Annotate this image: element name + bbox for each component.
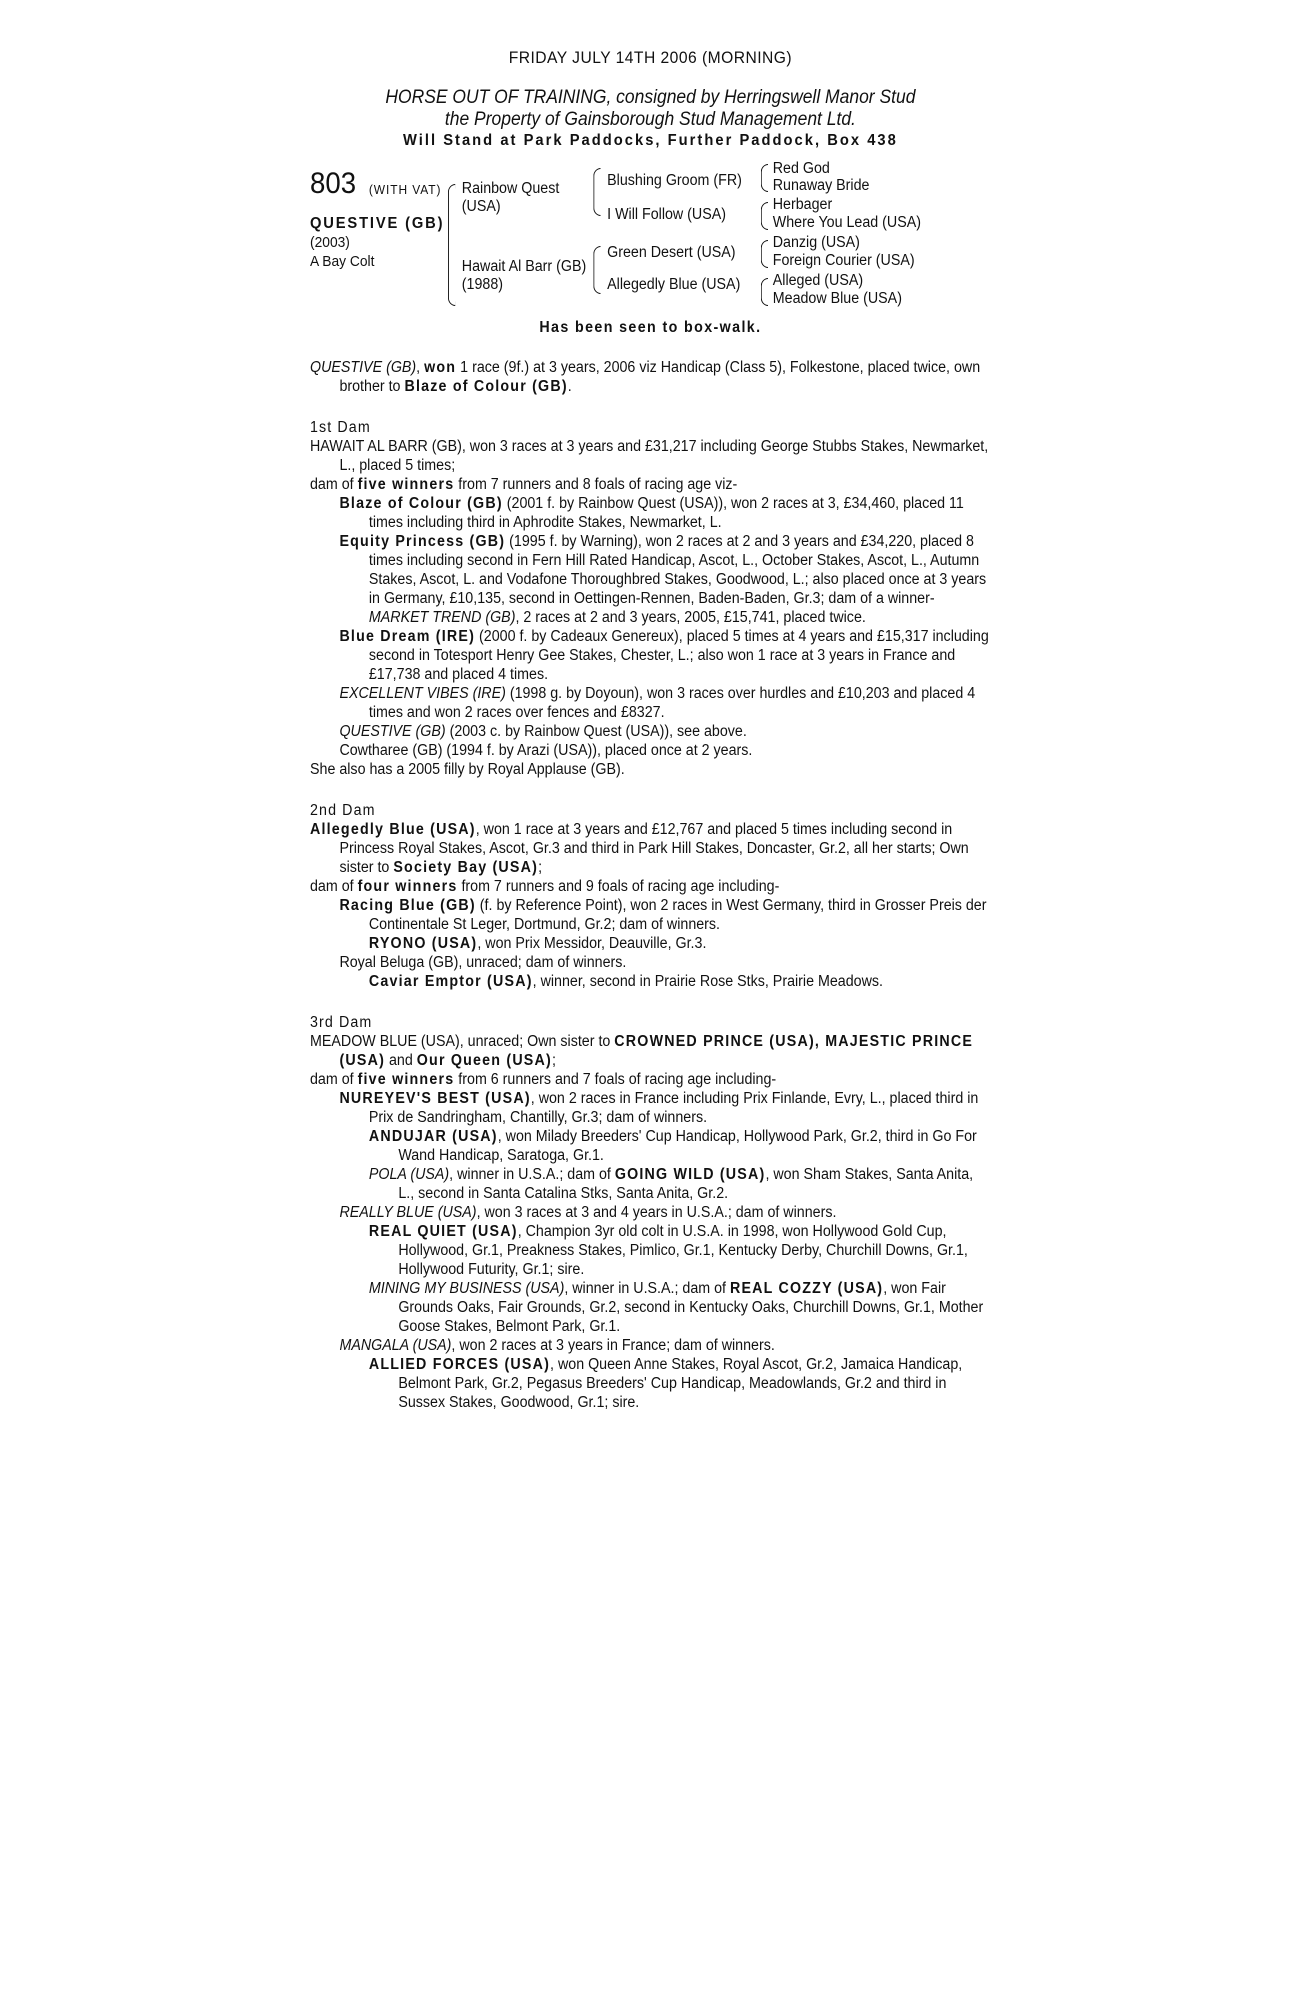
ds-brace <box>761 240 768 268</box>
catalogue-page <box>310 48 990 1412</box>
second-dam-produce: dam of four winners from 7 runners and 9 foals of racing age including- <box>310 878 780 895</box>
dam-line-brace <box>593 246 600 294</box>
produce-entry: NUREYEV'S BEST (USA), won 2 races in France including Prix Finlande, Evry, L., placed third in Prix de Sandringham, Chantilly, Gr.3; dam of winners. <box>339 1090 979 1126</box>
dam: Hawait Al Barr (GB) <box>461 258 587 275</box>
dam-sire: Green Desert (USA) <box>607 244 736 261</box>
produce-entry: Equity Princess (GB) (1995 f. by Warning), won 2 races at 2 and 3 years and £34,220, placed 8 times including second in Fern Hill Rated Handicap, Ascot, L., October Stakes, Ascot, L., Autumn Stakes, Ascot, L. and Vodafone Thoroughbred Stakes, Goodwood, L.; also placed once at 3 years in Germany, £10,135, second in Oettingen-Rennen, Baden-Baden, Gr.3; dam of a winner- <box>339 533 987 607</box>
produce-sub-entry: MARKET TREND (GB), 2 races at 2 and 3 years, 2005, £15,741, placed twice. <box>368 609 866 626</box>
sire-dam: I Will Follow (USA) <box>607 206 726 223</box>
property-line: the Property of Gainsborough Stud Management Ltd. <box>444 109 856 130</box>
produce-entry: Royal Beluga (GB), unraced; dam of winners. <box>339 954 627 971</box>
third-dam-heading: 3rd Dam <box>310 1014 373 1031</box>
produce-sub-entry: ALLIED FORCES (USA), won Queen Anne Stakes, Royal Ascot, Gr.2, Jamaica Handicap, Belmont Park, Gr.2, Pegasus Breeders' Cup Handicap, Meadowlands, Gr.2 and third in Sussex Stakes, Goodwood, Gr.1; sire. <box>368 1356 963 1411</box>
ssd: Runaway Bride <box>772 177 870 194</box>
first-dam-line: HAWAIT AL BARR (GB), won 3 races at 3 years and £31,217 including George Stubbs Stakes, Newmarket, L., placed 5 times; <box>310 438 989 474</box>
sale-date: FRIDAY JULY 14TH 2006 (MORNING) <box>508 48 793 67</box>
produce-entry: Blaze of Colour (GB) (2001 f. by Rainbow Quest (USA)), won 2 races at 3, £34,460, placed 11 times including third in Aphrodite Stakes, Newmarket, L. <box>339 495 964 531</box>
vat-label: (WITH VAT) <box>368 182 442 197</box>
produce-entry: MANGALA (USA), won 2 races at 3 years in France; dam of winners. <box>339 1337 775 1354</box>
horse-name: QUESTIVE (GB) <box>310 215 445 232</box>
third-dam-produce: dam of five winners from 6 runners and 7 foals of racing age including- <box>310 1071 777 1088</box>
second-dam-heading: 2nd Dam <box>310 802 376 819</box>
produce-sub-entry: Caviar Emptor (USA), winner, second in Prairie Rose Stks, Prairie Meadows. <box>368 973 883 990</box>
sd-brace <box>761 202 768 230</box>
stand-location: Will Stand at Park Paddocks, Further Paddock, Box 438 <box>402 132 898 149</box>
horse-description: A Bay Colt <box>310 253 375 270</box>
produce-entry: Cowtharee (GB) (1994 f. by Arazi (USA)), placed once at 2 years. <box>339 742 753 759</box>
sire-sire: Blushing Groom (FR) <box>607 172 742 189</box>
pedigree-brace <box>448 184 455 306</box>
box-walk-note: Has been seen to box-walk. <box>539 319 762 336</box>
sire-country: (USA) <box>461 198 501 215</box>
dds: Alleged (USA) <box>772 272 864 289</box>
second-dam-line: Allegedly Blue (USA), won 1 race at 3 years and £12,767 and placed 5 times including second in Princess Royal Stakes, Ascot, Gr.3 and third in Park Hill Stakes, Doncaster, Gr.2, all her starts; Own sister to Society Bay (USA); <box>310 821 969 876</box>
produce-entry: Racing Blue (GB) (f. by Reference Point), won 2 races in West Germany, third in Grosser Preis der Continentale St Leger, Dortmund, Gr.2; dam of winners. <box>339 897 987 933</box>
produce-sub-entry: POLA (USA), winner in U.S.A.; dam of GOING WILD (USA), won Sham Stakes, Santa Anita, L., second in Santa Catalina Stks, Santa Anita, Gr.2. <box>368 1166 974 1202</box>
lot-number: 803 <box>310 167 357 200</box>
sire-line-brace <box>593 168 600 216</box>
produce-entry: Blue Dream (IRE) (2000 f. by Cadeaux Genereux), placed 5 times at 4 years and £15,317 including second in Totesport Henry Gee Stakes, Chester, L.; also won 1 race at 3 years in France and £17,738 and placed 4 times. <box>339 628 989 683</box>
produce-entry: REALLY BLUE (USA), won 3 races at 3 and 4 years in U.S.A.; dam of winners. <box>339 1204 837 1221</box>
sire: Rainbow Quest <box>461 180 560 197</box>
lot-pedigree-block <box>310 160 991 336</box>
produce-sub-entry: REAL QUIET (USA), Champion 3yr old colt in U.S.A. in 1998, won Hollywood Gold Cup, Hollywood, Gr.1, Preakness Stakes, Pimlico, Gr.1, Kentucky Derby, Churchill Downs, Gr.1, Hollywood Futurity, Gr.1; sire. <box>368 1223 968 1278</box>
consignor-line: HORSE OUT OF TRAINING, consigned by Herringswell Manor Stud <box>385 87 916 108</box>
produce-sub-entry: RYONO (USA), won Prix Messidor, Deauville, Gr.3. <box>368 935 707 952</box>
sdd: Where You Lead (USA) <box>772 214 921 231</box>
horse-year: (2003) <box>310 234 350 251</box>
first-dam-produce: dam of five winners from 7 runners and 8 foals of racing age viz- <box>310 476 738 493</box>
produce-entry: EXCELLENT VIBES (IRE) (1998 g. by Doyoun), won 3 races over hurdles and £10,203 and placed 4 times and won 2 races over fences and £8327. <box>339 685 976 721</box>
produce-sub-entry: MINING MY BUSINESS (USA), winner in U.S.A.; dam of REAL COZZY (USA), won Fair Grounds Oaks, Fair Grounds, Gr.2, second in Kentucky Oaks, Churchill Downs, Gr.1, Mother Goose Stakes, Belmont Park, Gr.1. <box>368 1280 984 1335</box>
dam-dam: Allegedly Blue (USA) <box>607 276 741 293</box>
dsd: Foreign Courier (USA) <box>772 252 915 269</box>
produce-entry: QUESTIVE (GB) (2003 c. by Rainbow Quest (USA)), see above. <box>339 723 747 740</box>
first-dam-note: She also has a 2005 filly by Royal Applause (GB). <box>310 761 625 778</box>
first-dam-heading: 1st Dam <box>310 419 371 436</box>
intro-paragraph: QUESTIVE (GB), won 1 race (9f.) at 3 years, 2006 viz Handicap (Class 5), Folkestone, placed twice, own brother to Blaze of Colour (GB). <box>310 359 981 395</box>
sss: Red God <box>772 160 830 177</box>
dam-year: (1988) <box>461 276 504 293</box>
dd-brace <box>761 278 768 306</box>
dss: Danzig (USA) <box>772 234 860 251</box>
third-dam-line: MEADOW BLUE (USA), unraced; Own sister to CROWNED PRINCE (USA), MAJESTIC PRINCE (USA) and Our Queen (USA); <box>310 1033 974 1069</box>
ddd: Meadow Blue (USA) <box>772 290 902 307</box>
ss-brace <box>761 164 768 192</box>
sds: Herbager <box>772 196 833 213</box>
produce-sub-entry: ANDUJAR (USA), won Milady Breeders' Cup Handicap, Hollywood Park, Gr.2, third in Go For Wand Handicap, Saratoga, Gr.1. <box>368 1128 977 1164</box>
